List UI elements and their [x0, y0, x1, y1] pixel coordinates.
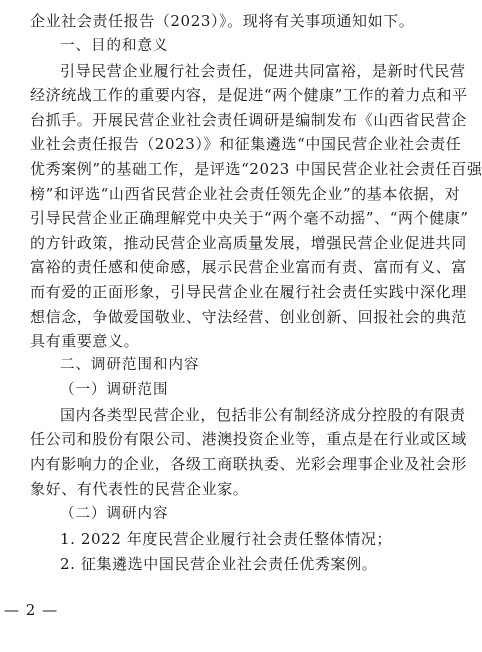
section-heading-scope: 二、调研范围和内容: [60, 357, 200, 373]
paragraph-line: 经济统战工作的重要内容，是促进“两个健康”工作的着力点和平: [30, 86, 468, 104]
page-number: — 2 —: [4, 601, 59, 619]
paragraph-line: 想信念，争做爱国敬业、守法经营、创业创新、回报社会的典范: [30, 308, 467, 326]
paragraph-line: 优秀案例”的基础工作，是评选“2023 中国民营企业社会责任百强: [30, 160, 482, 178]
paragraph-line: 而有爱的正面形象，引导民营企业在履行社会责任实践中深化理: [30, 283, 467, 301]
paragraph-line: 内有影响力的企业，各级工商联执委、光彩会理事企业及社会形: [30, 455, 467, 473]
paragraph-line: 台抓手。开展民营企业社会责任调研是编制发布《山西省民营企: [30, 111, 467, 129]
paragraph-line: 企业社会责任报告（2023）》。现将有关事项通知如下。: [30, 12, 415, 30]
paragraph-line: 富裕的责任感和使命感，展示民营企业富而有责、富而有义、富: [30, 258, 467, 276]
paragraph-line: 国内各类型民营企业，包括非公有制经济成分控股的有限责: [60, 406, 466, 424]
paragraph-line: 引导民营企业正确理解党中央关于“两个毫不动摇”、“两个健康”: [30, 209, 469, 227]
paragraph-line: 引导民营企业履行社会责任，促进共同富裕，是新时代民营: [60, 62, 466, 80]
paragraph-line: 具有重要意义。: [30, 332, 140, 350]
section-heading-purpose: 一、目的和意义: [60, 38, 169, 54]
paragraph-line: 任公司和股份有限公司、港澳投资企业等，重点是在行业或区域: [30, 430, 467, 448]
list-item: 2. 征集遴选中国民营企业社会责任优秀案例。: [60, 555, 378, 573]
paragraph-line: 的方针政策，推动民营企业高质量发展，增强民营企业促进共同: [30, 234, 467, 252]
paragraph-line: 象好、有代表性的民营企业家。: [30, 480, 249, 498]
list-item: 1. 2022 年度民营企业履行社会责任整体情况；: [60, 530, 393, 548]
paragraph-line: 榜”和评选“山西省民营企业社会责任领先企业”的基本依据，对: [30, 185, 461, 203]
subsection-heading-content: （二）调研内容: [60, 506, 169, 522]
subsection-heading-scope: （一）调研范围: [60, 382, 169, 398]
paragraph-line: 业社会责任报告（2023）》和征集遴选“中国民营企业社会责任: [30, 135, 462, 153]
